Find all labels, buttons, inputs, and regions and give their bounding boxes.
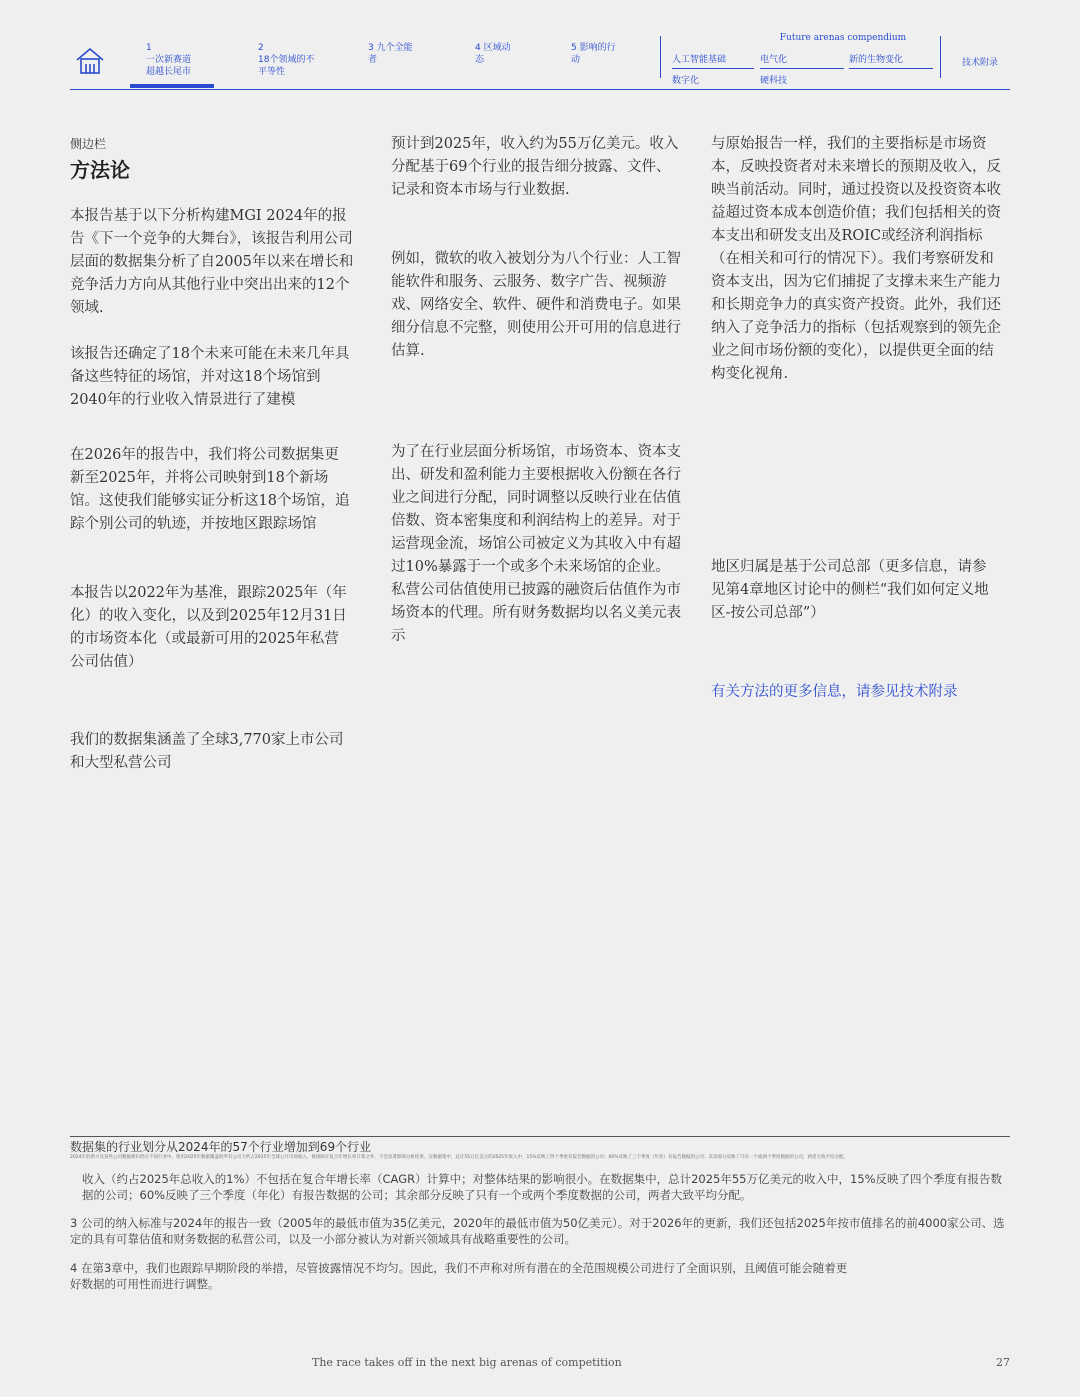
nav-chapter-5[interactable]: [571, 42, 616, 66]
active-chapter-indicator: [130, 84, 214, 88]
body-paragraph: 地区归属是基于公司总部（更多信息，请参见第4章地区讨论中的侧栏“我们如何定义地区-按公司总部”）: [711, 559, 989, 621]
body-paragraph: 该报告还确定了18个未来可能在未来几年具备这些特征的场馆，并对这18个场馆到2040年的行业收入情景进行了建模: [70, 346, 350, 408]
future-arenas-title: Future arenas compendium: [779, 33, 907, 43]
body-paragraph: 在2026年的报告中，我们将公司数据集更新至2025年，并将公司映射到18个新场馆。这使我们能够实证分析这18个场馆，追踪个别公司的轨迹，并按地区跟踪场馆: [70, 447, 350, 532]
nav-rule: [70, 89, 1010, 90]
body-paragraph: 与原始报告一样，我们的主要指标是市场资本，反映投资者对未来增长的预期及收入，反映当前活动。同时，通过投资以及投资资本收益超过资本成本创造价值；我们包括相关的资本支出和研发支出及ROIC或经济利润指标（在相关和可行的情况下）。我们考察研发和资本支出，因为它们捕捉了支撑未来生产能力和长期竞争力的真实资产投资。此外，我们还纳入了竞争活力的指标（包括观察到的领先企业之间市场份额的变化），以提供更全面的结构变化视角.: [711, 136, 1001, 382]
chapter-number: 5: [571, 43, 577, 53]
body-paragraph: 我们的数据集涵盖了全球3,770家上市公司和大型私营公司: [70, 732, 344, 771]
nav-arena-electrification[interactable]: 电气化: [760, 52, 844, 69]
chapter-label: 态: [475, 55, 485, 65]
nav-divider: [660, 36, 661, 78]
footnote-3: 3 公司的纳入标准与2024年的报告一致（2005年的最低市值为35亿美元，2020年的最低市值为50亿美元）。对于2026年的更新，我们还包括2025年按市值排名的前4000家公司、选定的具有可靠估值和财务数据的私营公司，以及一小部分被认为对新兴领域具有战略重要性的公司。: [70, 1216, 1005, 1246]
chapter-label: 区域动: [483, 43, 511, 53]
nav-chapter-2[interactable]: [258, 42, 314, 78]
chapter-label: 18个领域的不: [258, 55, 315, 65]
nav-arena-bio[interactable]: 新的生物变化: [849, 52, 933, 69]
nav-chapter-3[interactable]: [368, 42, 413, 66]
body-paragraph: 为了在行业层面分析场馆，市场资本、资本支出、研发和盈利能力主要根据收入份额在各行业之间进行分配，同时调整以反映行业在估值倍数、资本密集度和利润结构上的差异。对于运营现金流，场馆公司被定义为其收入中有超过10%暴露于一个或多个未来场馆的企业。私营公司估值使用已披露的融资后估值作为市场资本的代理。所有财务数据均以名义美元表示: [391, 444, 681, 644]
technical-appendix-link[interactable]: 有关方法的更多信息，请参见技术附录: [711, 684, 958, 700]
body-paragraph: 本报告基于以下分析构建MGI 2024年的报告《下一个竞争的大舞台》，该报告利用公司层面的数据集分析了自2005年以来在增长和竞争活力方向从其他行业中突出出来的12个领域.: [70, 208, 354, 316]
nav-chapter-4[interactable]: [475, 42, 511, 66]
chapter-number: 1: [146, 43, 152, 53]
body-paragraph: 例如，微软的收入被划分为八个行业：人工智能软件和服务、云服务、数字广告、视频游戏、网络安全、软件、硬件和消费电子。如果细分信息不完整，则使用公开可用的信息进行估算.: [391, 251, 681, 359]
chapter-label: 九个全能: [376, 43, 413, 53]
nav-divider: [940, 36, 941, 78]
chapter-label: 平等性: [258, 67, 286, 77]
body-paragraph: 本报告以2022年为基准，跟踪2025年（年化）的收入变化，以及到2025年12月31日的市场资本化（或最新可用的2025年私营公司估值）: [70, 585, 347, 670]
nav-arena-digital[interactable]: 数字化: [672, 76, 700, 86]
footnote-heading: 数据集的行业划分从2024年的57个行业增加到69个行业: [70, 1140, 372, 1154]
footer-title: The race takes off in the next big arenas of competition: [312, 1356, 622, 1369]
chapter-number: 3: [368, 43, 374, 53]
footnote-2: 收入（约占2025年总收入的1%）不包括在复合年增长率（CAGR）计算中；对整体结果的影响很小。在数据集中，总计2025年55万亿美元的收入中，15%反映了四个季度有报告数据的公司；60%反映了三个季度（年化）有报告数据的公司；其余部分反映了只有一个或两个季度数据的公司，两者大致平均分配。: [82, 1172, 1003, 1202]
nav-technical-appendix[interactable]: 技术附录: [962, 58, 999, 68]
footnote-fine-print: 2024年的新兴及某些公司数据被归档在不同行业中。使用2025年数据覆盖的所有公司大约占2025年全球公开市场收入，被排除在复合年增长率计算之外，不会显著影响分析结果。在数据集中，总计55万亿美元的2025年收入中，15%反映了四个季度有报告数据的公司；60%反映了三个季度（年化）有报告数据的公司；其余部分反映了只有一个或两个季度数据的公司，两者大致平均分配。: [70, 1155, 849, 1160]
chapter-label: 者: [368, 55, 378, 65]
nav-arena-hardtech[interactable]: 硬科技: [760, 76, 788, 86]
footnote-rule: [70, 1136, 1010, 1137]
nav-arena-ai[interactable]: 人工智能基础: [672, 52, 754, 69]
chapter-number: 4: [475, 43, 481, 53]
page-title: 方法论: [70, 158, 130, 182]
sidebar-label: 侧边栏: [70, 137, 107, 151]
footnote-4: 4 在第3章中，我们也跟踪早期阶段的举措，尽管披露情况不均匀。因此，我们不声称对所有潜在的全范围规模公司进行了全面识别，且阈值可能会随着更好数据的可用性而进行调整。: [70, 1261, 848, 1291]
body-paragraph: 预计到2025年，收入约为55万亿美元。收入分配基于69个行业的报告细分披露、文件、记录和资本市场与行业数据.: [391, 136, 679, 198]
chapter-label: 动: [571, 55, 581, 65]
top-nav: [70, 28, 1010, 90]
chapter-label: 超越长尾市: [146, 67, 192, 77]
chapter-label: 一次新赛道: [146, 55, 192, 65]
home-icon[interactable]: [75, 46, 105, 76]
chapter-label: 影响的行: [579, 43, 616, 53]
nav-chapter-1[interactable]: [146, 42, 191, 78]
page-number: 27: [996, 1356, 1010, 1369]
chapter-number: 2: [258, 43, 264, 53]
